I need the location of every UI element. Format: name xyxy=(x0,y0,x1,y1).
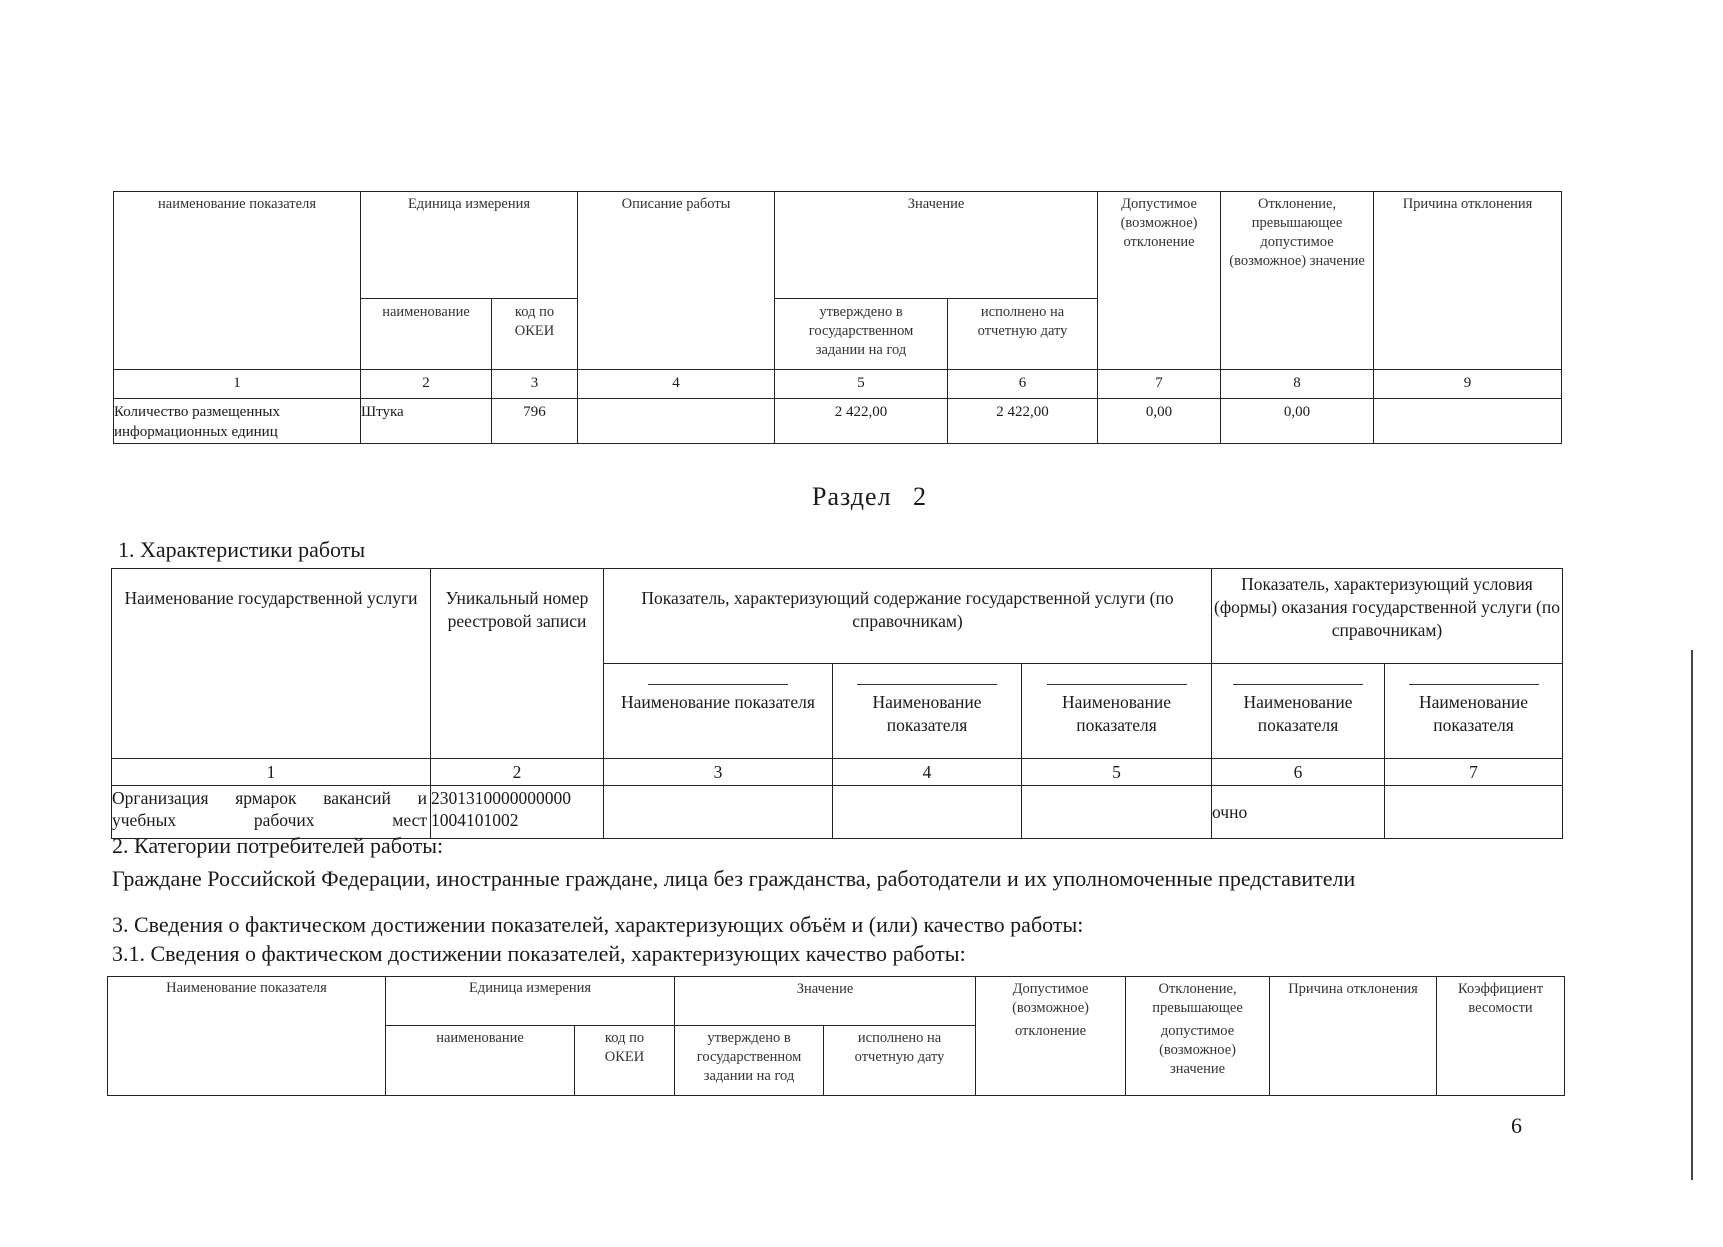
cell-indicator-6: очно xyxy=(1212,786,1385,839)
header-registry-number: Уникальный номер реестровой записи xyxy=(431,569,604,759)
header-content-indicator: Показатель, характеризующий содержание государственной услуги (по справочникам) xyxy=(604,569,1212,664)
indicator-name-label: Наименование показателя xyxy=(872,692,982,735)
header-value: Значение xyxy=(675,977,976,1026)
header-description: Описание работы xyxy=(578,192,775,370)
header-indicator-3 xyxy=(604,664,833,759)
cell-allowed: 0,00 xyxy=(1098,399,1221,444)
header-executed: исполнено на отчетную дату xyxy=(948,299,1098,370)
header-allowed-deviation xyxy=(976,977,1126,1096)
header-exceeding-deviation xyxy=(1126,977,1270,1096)
heading-work-characteristics: 1. Характеристики работы xyxy=(118,537,366,562)
header-approved: утверждено в государственном задании на год xyxy=(775,299,948,370)
cell-indicator-name: Количество размещенных информационных единиц xyxy=(114,399,361,444)
column-number: 1 xyxy=(114,370,361,399)
cell-description xyxy=(578,399,775,444)
column-number: 2 xyxy=(431,759,604,786)
cell-unit-code: 796 xyxy=(492,399,578,444)
registry-line-1: 2301310000000000 xyxy=(431,788,571,808)
heading-consumer-categories: 2. Категории потребителей работы: xyxy=(112,833,444,858)
cell-service-name: Организация ярмарок вакансий и учебных рабочих мест xyxy=(112,786,431,839)
header-value: Значение xyxy=(775,192,1098,299)
indicator-name-label: Наименование показателя xyxy=(1418,692,1529,735)
cell-approved: 2 422,00 xyxy=(775,399,948,444)
header-deviation-reason: Причина отклонения xyxy=(1374,192,1562,370)
cell-indicator-3 xyxy=(604,786,833,839)
column-number: 5 xyxy=(1022,759,1212,786)
cell-indicator-5 xyxy=(1022,786,1212,839)
header-unit-name: наименование xyxy=(386,1026,575,1096)
column-number: 7 xyxy=(1098,370,1221,399)
header-deviation-reason: Причина отклонения xyxy=(1270,977,1437,1096)
indicator-name-label: Наименование показателя xyxy=(1061,692,1172,735)
header-indicator-name: наименование показателя xyxy=(114,192,361,370)
cell-indicator-7 xyxy=(1385,786,1563,839)
heading-quality: 3.1. Сведения о фактическом достижении показателей, характеризующих качество работы: xyxy=(112,941,966,966)
header-unit-code: код по ОКЕИ xyxy=(575,1026,675,1096)
header-service-name: Наименование государственной услуги xyxy=(112,569,431,759)
consumers-text: Граждане Российской Федерации, иностранные граждане, лица без гражданства, работодатели и их уполномоченные представители xyxy=(112,866,1356,891)
cell-registry-number xyxy=(431,786,604,839)
exceeding-bottom: допустимое (возможное) значение xyxy=(1159,1023,1236,1077)
cell-reason xyxy=(1374,399,1562,444)
heading-achievement: 3. Сведения о фактическом достижении показателей, характеризующих объём и (или) качество работы: xyxy=(112,912,1084,937)
column-number: 6 xyxy=(1212,759,1385,786)
column-number: 3 xyxy=(604,759,833,786)
quality-indicators-table xyxy=(107,976,1565,1096)
header-indicator-7 xyxy=(1385,664,1563,759)
work-characteristics-table xyxy=(111,568,1563,839)
blank-line xyxy=(648,684,788,685)
column-number: 3 xyxy=(492,370,578,399)
column-number: 6 xyxy=(948,370,1098,399)
column-number: 8 xyxy=(1221,370,1374,399)
header-indicator-4 xyxy=(833,664,1022,759)
section-title: Раздел 2 xyxy=(812,482,928,511)
blank-line xyxy=(857,684,997,685)
column-number: 4 xyxy=(578,370,775,399)
header-unit: Единица измерения xyxy=(361,192,578,299)
header-exceeding-deviation: Отклонение, превышающее допустимое (возможное) значение xyxy=(1221,192,1374,370)
page-number: 6 xyxy=(1511,1113,1522,1138)
cell-unit-name: Штука xyxy=(361,399,492,444)
header-indicator-6 xyxy=(1212,664,1385,759)
column-number: 4 xyxy=(833,759,1022,786)
allowed-top: Допустимое (возможное) xyxy=(1012,981,1089,1016)
header-unit-name: наименование xyxy=(361,299,492,370)
blank-line xyxy=(1409,684,1539,685)
header-indicator-5 xyxy=(1022,664,1212,759)
exceeding-top: Отклонение, превышающее xyxy=(1152,981,1243,1016)
header-unit-code: код по ОКЕИ xyxy=(492,299,578,370)
header-unit: Единица измерения xyxy=(386,977,675,1026)
allowed-bottom: отклонение xyxy=(1014,1023,1087,1039)
column-number: 1 xyxy=(112,759,431,786)
header-approved: утверждено в государственном задании на год xyxy=(675,1026,824,1096)
column-number: 2 xyxy=(361,370,492,399)
cell-indicator-4 xyxy=(833,786,1022,839)
registry-line-2: 1004101002 xyxy=(431,809,519,830)
column-number: 7 xyxy=(1385,759,1563,786)
header-allowed-deviation: Допустимое (возможное) отклонение xyxy=(1098,192,1221,370)
indicators-table xyxy=(113,191,1562,444)
header-conditions-indicator: Показатель, характеризующий условия (формы) оказания государственной услуги (по справочникам) xyxy=(1212,569,1563,664)
blank-line xyxy=(1233,684,1363,685)
cell-executed: 2 422,00 xyxy=(948,399,1098,444)
indicator-name-label: Наименование показателя xyxy=(1243,692,1353,735)
column-number: 9 xyxy=(1374,370,1562,399)
header-indicator-name: Наименование показателя xyxy=(108,977,386,1096)
column-number: 5 xyxy=(775,370,948,399)
cell-exceeding: 0,00 xyxy=(1221,399,1374,444)
header-executed: исполнено на отчетную дату xyxy=(824,1026,976,1096)
scan-edge-line xyxy=(1691,650,1693,1180)
blank-line xyxy=(1047,684,1187,685)
header-weight-coefficient: Коэффициент весомости xyxy=(1437,977,1565,1096)
indicator-name-label: Наименование показателя xyxy=(621,692,815,712)
